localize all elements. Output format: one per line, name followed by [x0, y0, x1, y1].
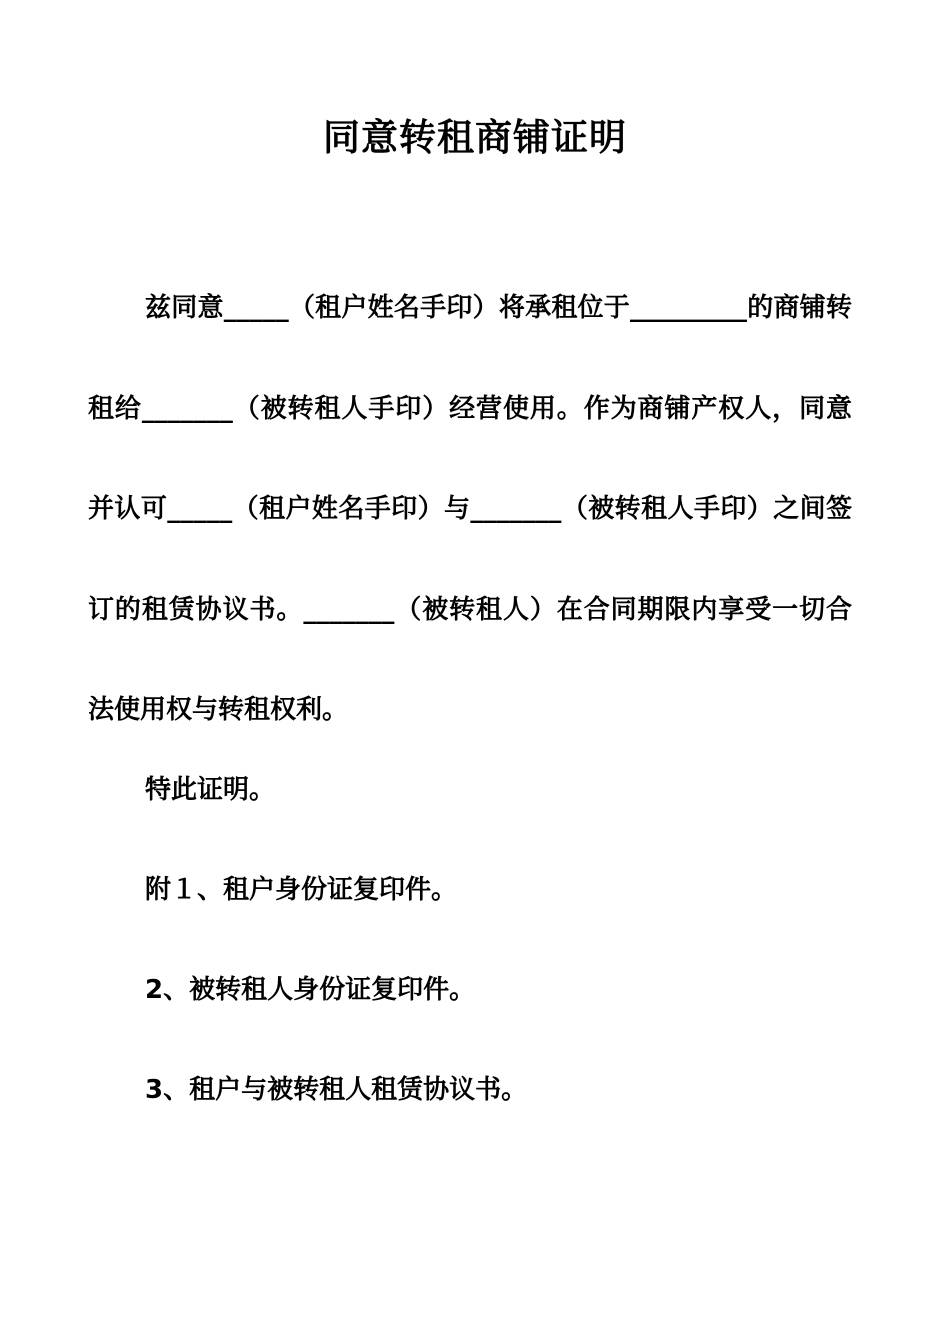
attachment-item-2: 2、被转租人身份证复印件。	[145, 975, 476, 1005]
attachment-item-1: 附１、租户身份证复印件。	[145, 875, 458, 905]
document-title: 同意转租商铺证明	[323, 116, 627, 159]
body-paragraph: 兹同意_____（租户姓名手印）将承租位于_________的商铺转租给_______（被转租人手印）经营使用。作为商铺产权人，同意并认可_____（租户姓名手印）与_______（被转租人手印）之间签订的租赁协议书。_______（被转租人）在合同期限内享受一切合法使用权与转租权利。	[88, 293, 852, 725]
attachment-item-3: 3、租户与被转租人租赁协议书。	[145, 1075, 528, 1105]
certification-statement: 特此证明。	[145, 775, 276, 805]
